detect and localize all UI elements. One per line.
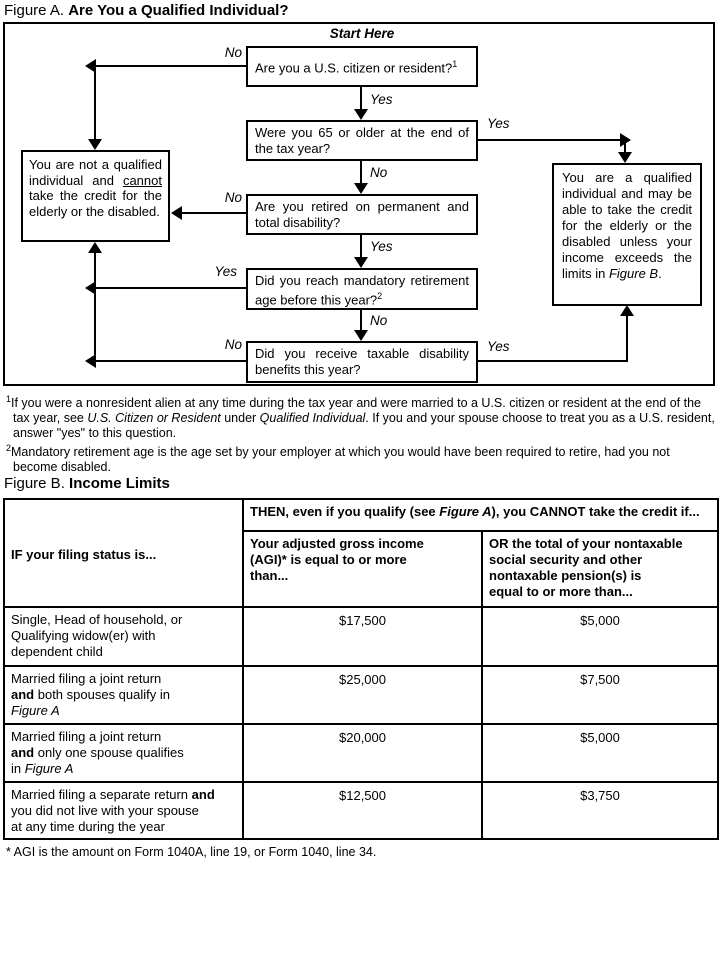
figure-a-title-text: Are You a Qualified Individual? [68,2,289,19]
table-row-separate [4,782,718,839]
figure-a-title [4,2,289,19]
row3-and: and [11,745,35,760]
table-header-row-1 [4,499,718,531]
connector-q3-q4 [360,235,362,258]
line-q4-yes [96,287,246,289]
flow-arrow-into-qualified-bottom [620,305,634,316]
header-agi-line3: than... [250,568,289,583]
label-q1-no: No [224,45,242,60]
footnote-1-pre: If you were a nonresident alien at any time during the tax year and were married to a U.S. citizen or resident at the end of the tax year, see [11,396,701,426]
not-qualified-cannot: cannot [122,172,162,188]
header-nontaxable-line2: social security and other [489,552,643,567]
q4-retirement-age-box [246,268,478,310]
q4-text: Did you reach mandatory retirement age before this year? [255,273,469,307]
footnote-2-text: Mandatory retirement age is the age set by your employer at which you would have been required to retire, had you not become disabled. [11,445,670,475]
header-then [243,499,718,531]
label-q3-no: No [224,190,242,205]
row4-and: and [191,787,215,802]
row2-agi-value: $25,000 [243,666,482,724]
qualified-box [552,163,702,306]
line-q1-no [96,65,246,67]
flow-arrow-down-q5 [354,330,368,341]
row1-line2: Qualifying widow(er) with [11,628,156,643]
header-then-figure-a-ref: Figure A [439,504,492,519]
row4-label [4,782,243,839]
row1-line1: Single, Head of household, or [11,612,183,627]
line-q5-no [96,360,246,362]
q1-citizen-box [246,46,478,87]
row4-line1 [11,787,238,803]
label-q4-no: No [370,313,388,328]
q5-taxable-benefits-box: Did you receive taxable disability benefits this year? [246,341,478,383]
row2-figure-a-ref: Figure A [11,703,60,718]
row2-nontaxable-value: $7,500 [482,666,718,724]
line-q5-yes [478,360,628,362]
row2-line3 [11,703,238,719]
row2-label [4,666,243,724]
q4-footnote-ref: 2 [377,290,383,301]
footnote-1 [6,392,715,441]
label-q4-yes: Yes [214,264,237,279]
row3-line2 [11,745,238,761]
flow-arrow-down-q4 [354,257,368,268]
line-to-notqualified-top [94,65,96,140]
header-filing-status [4,499,243,607]
qualified-text-pre: You are a qualified individual and may be able to take the credit for the elderly or the disabled unless your income exceeds the limits in [562,170,692,281]
connector-q1-q2 [360,87,362,110]
label-q5-yes: Yes [487,339,510,354]
footnote-1-mid: under [220,411,260,426]
header-agi-line1: Your adjusted gross income [250,536,424,551]
row3-label [4,724,243,782]
label-q2-no: No [370,165,388,180]
row3-line2-rest: only one spouse qualifies [34,745,184,760]
label-q5-no: No [224,337,242,352]
figure-b-label: Figure B. [4,475,65,492]
flow-arrow-down-q3 [354,183,368,194]
table-row-joint-both [4,666,718,724]
figure-b-title-text: Income Limits [69,475,170,492]
q3-disability-box: Are you retired on permanent and total disability? [246,194,478,235]
qualified-figure-b-ref: Figure B [608,266,659,281]
figure-a-label: Figure A. [4,2,65,19]
row2-and: and [11,687,35,702]
row3-figure-a-ref: Figure A [24,761,74,776]
row2-line2-rest: both spouses qualify in [34,687,170,702]
not-qualified-box [21,150,170,242]
figure-b-title [4,475,170,492]
line-q2-yes [478,139,620,141]
header-nontaxable-line4: equal to or more than... [489,584,633,599]
figure-a-footnotes [6,392,715,475]
header-agi-line2: (AGI)* is equal to or more [250,552,407,567]
row1-line3: dependent child [11,644,103,659]
table-row-single [4,607,718,666]
footnote-1-post: . If you and your spouse choose to treat you as a U.S. resident, answer "yes" to this question. [13,411,715,441]
row3-line3-pre: in [11,761,25,776]
header-then-post: ), you CANNOT take the credit if... [491,504,700,519]
start-here-label: Start Here [329,26,395,41]
agi-footnote: * AGI is the amount on Form 1040A, line 19, or Form 1040, line 34. [6,845,377,859]
flow-arrow-into-notqualified-right [171,206,182,220]
line-to-qualified-bottom [626,316,628,362]
header-nontaxable-line1: OR the total of your nontaxable [489,536,683,551]
qualified-text-post: . [658,266,662,281]
q1-text: Are you a U.S. citizen or resident?$^1$ [255,59,458,76]
footnote-1-italic2: Qualified Individual [259,411,366,426]
q2-age65-box: Were you 65 or older at the end of the tax year? [246,120,478,161]
row2-line1: Married filing a joint return [11,671,162,686]
footnote-2-ref: 2 [6,443,12,454]
table-row-joint-one [4,724,718,782]
label-q2-yes: Yes [487,116,510,131]
footnote-1-italic1: U.S. Citizen or Resident [87,411,221,426]
row4-agi-value: $12,500 [243,782,482,839]
row1-label [4,607,243,666]
line-to-qualified-top [624,139,626,153]
flow-arrow-into-notqualified-top [88,139,102,150]
flow-arrow-into-notqualified-bottom [88,242,102,253]
footnote-2 [6,441,715,475]
flow-arrow-down-q2 [354,109,368,120]
connector-q4-q5 [360,310,362,331]
row3-line1: Married filing a joint return [11,729,162,744]
row4-nontaxable-value: $3,750 [482,782,718,839]
header-filing-status-text: IF your filing status is... [11,547,157,562]
row4-line1-pre: Married filing a separate return [11,787,192,802]
line-q3-no [182,212,246,214]
row1-nontaxable-value: $5,000 [482,607,718,666]
flow-arrow-into-qualified-top [618,152,632,163]
row3-agi-value: $20,000 [243,724,482,782]
row4-line3: at any time during the year [11,819,165,834]
row2-line2 [11,687,238,703]
q1-footnote-ref: 1 [452,59,458,70]
row4-line2: you did not live with your spouse [11,803,199,818]
row1-agi-value: $17,500 [243,607,482,666]
line-to-notqualified-bottom [94,253,96,362]
label-q3-yes: Yes [370,239,393,254]
header-agi [243,531,482,607]
connector-q2-q3 [360,161,362,184]
label-q1-yes: Yes [370,92,393,107]
header-nontaxable-line3: nontaxable pension(s) is [489,568,642,583]
not-qualified-text-post: take the credit for the elderly or the disabled. [29,188,162,219]
income-limits-table [3,498,719,840]
footnote-1-ref: 1 [6,394,12,404]
not-qualified-text-pre: You are not a qualified individual and [29,157,162,188]
header-nontaxable [482,531,718,607]
header-then-pre: THEN, even if you qualify (see [250,504,440,519]
row3-nontaxable-value: $5,000 [482,724,718,782]
row3-line3 [11,761,238,777]
